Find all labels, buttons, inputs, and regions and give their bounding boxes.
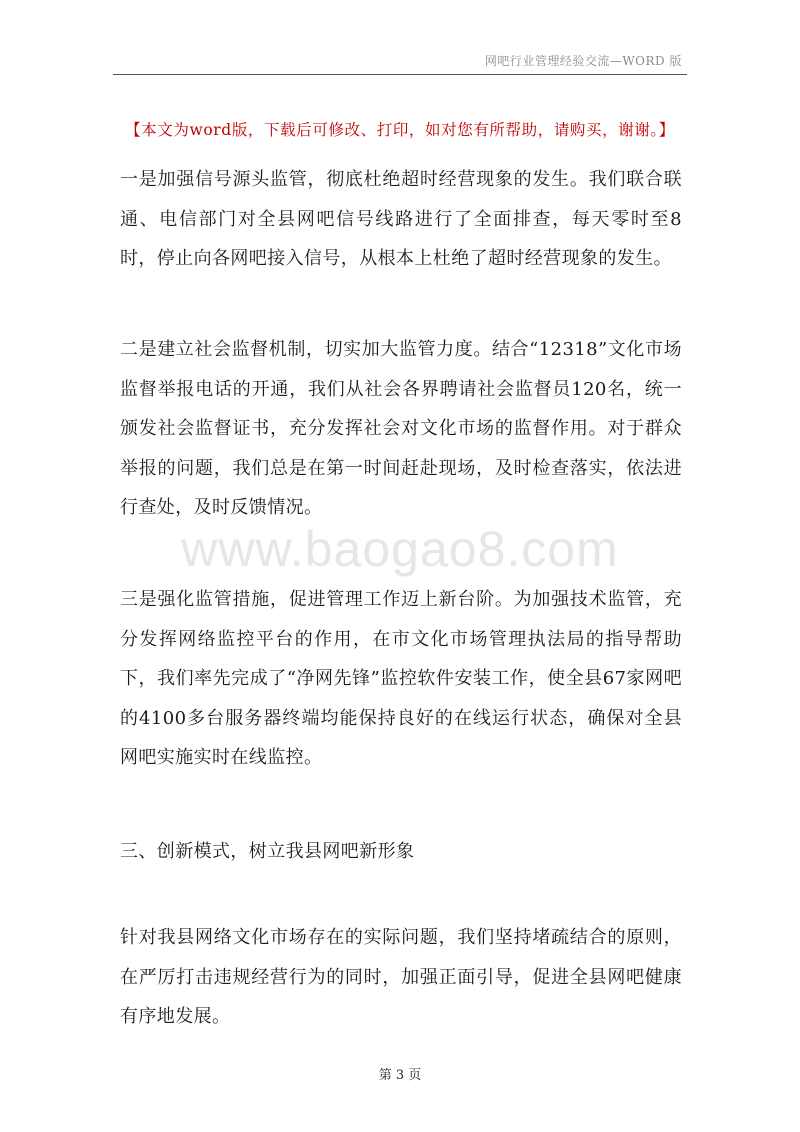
- paragraph-guidance: 针对我县网络文化市场存在的实际问题，我们坚持堵疏结合的原则，在严厉打击违规经营行为的同时，加强正面引导，促进全县网吧健康有序地发展。: [120, 927, 682, 1027]
- watermark: www.baogao8.com: [181, 521, 619, 577]
- document-header-title: 网吧行业管理经验交流—WORD 版: [484, 54, 682, 68]
- paragraph-monitoring-measures: 三是强化监管措施，促进管理工作迈上新台阶。为加强技术监管，充分发挥网络监控平台的作用，在市文化市场管理执法局的指导帮助下，我们率先完成了“净网先锋”监控软件安装工作，使全县67家网吧的4100多台服务器终端均能保持良好的在线运行状态，确保对全县网吧实施实时在线监控。: [120, 589, 682, 768]
- section-heading: 三、创新模式，树立我县网吧新形象: [120, 841, 415, 862]
- paragraph-signal-supervision: 一是加强信号源头监管，彻底杜绝超时经营现象的发生。我们联合联通、电信部门对全县网吧信号线路进行了全面排查，每天零时至8时，停止向各网吧接入信号，从根本上杜绝了超时经营现象的发生。: [120, 169, 682, 269]
- download-notice: 【本文为word版，下载后可修改、打印，如对您有所帮助，请购买，谢谢。】: [125, 121, 675, 139]
- paragraph-social-supervision: 二是建立社会监督机制，切实加大监管力度。结合“12318”文化市场监督举报电话的开通，我们从社会各界聘请社会监督员120名，统一颁发社会监督证书，充分发挥社会对文化市场的监督作用。对于群众举报的问题，我们总是在第一时间赶赴现场，及时检查落实，依法进行查处，及时反馈情况。: [120, 339, 682, 518]
- page-number: 第 3 页: [378, 1068, 422, 1083]
- header-divider: [113, 74, 687, 75]
